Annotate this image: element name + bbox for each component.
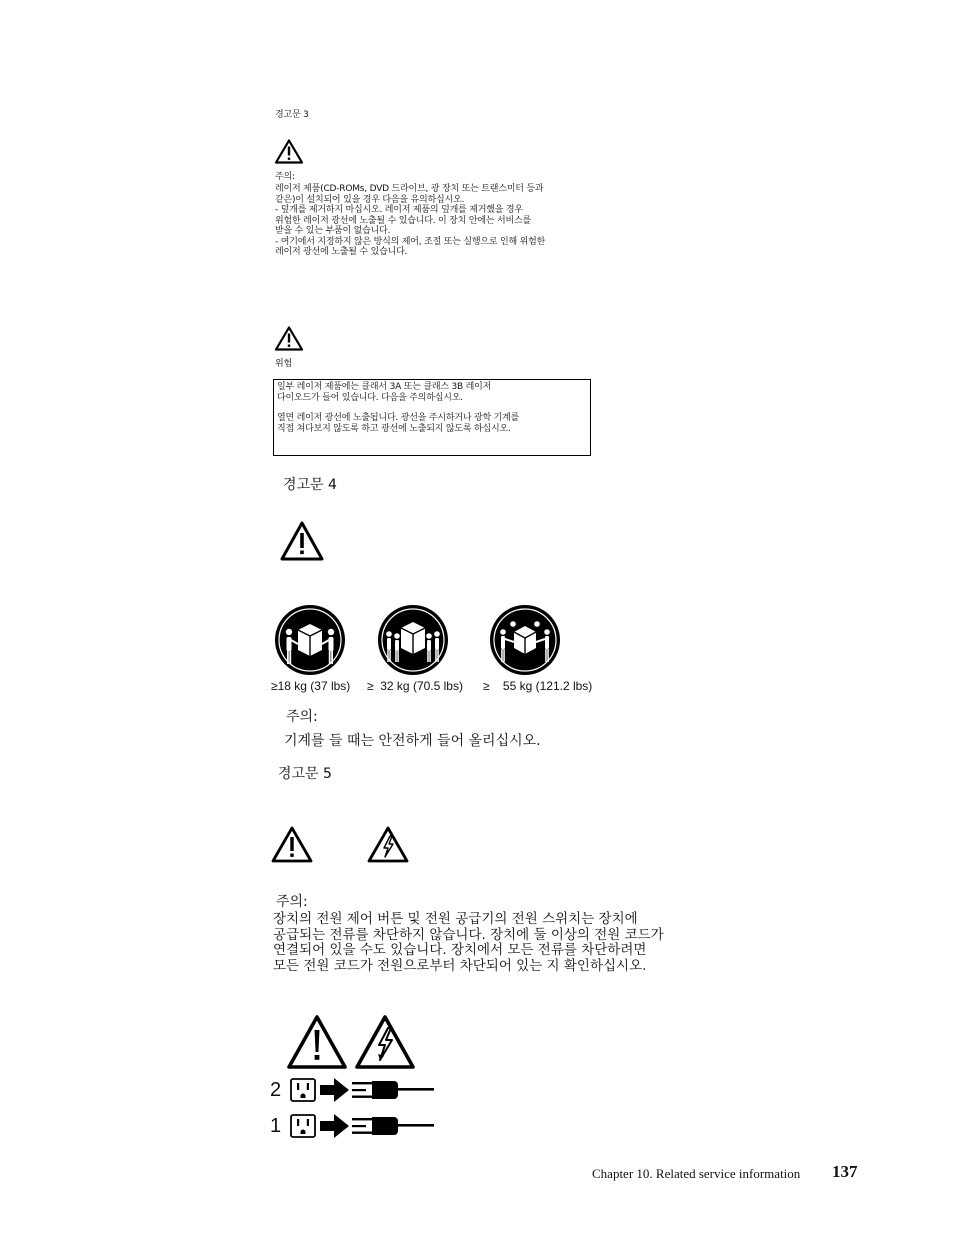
weight-label-1: ≥18 kg (37 lbs) [271,679,351,693]
lift-weight-icon [377,604,449,676]
warning-triangle-icon [275,326,303,351]
statement4-caution-label: 주의: [286,709,318,725]
power-outlet-icon [290,1114,316,1138]
arrow-right-icon [318,1113,350,1139]
statement3-danger-label: 위험 [275,359,292,369]
statement3-title: 경고문 3 [275,110,309,120]
text-line: 받을 수 있는 부품이 없습니다. [275,226,391,236]
plug-row-number-1: 1 [270,1115,282,1137]
plug-row-number-2: 2 [270,1079,282,1101]
text-line: 레이저 광선에 노출될 수 있습니다. [275,247,408,257]
warning-triangle-icon [271,826,313,863]
danger-notice-box [273,379,591,456]
arrow-right-icon [318,1077,350,1103]
text-line: - 여기에서 지정하지 않은 방식의 제어, 조절 또는 실행으로 인해 위험한 [275,236,546,247]
warning-triangle-icon [275,139,303,164]
electric-hazard-icon [354,1014,416,1070]
text-line: 위험한 레이저 광선에 노출될 수 있습니다. 이 장치 안에는 서비스를 [275,215,531,226]
text-line: 레이저 제품(CD-ROMs, DVD 드라이브, 광 장치 또는 트랜스미터 등과 [275,184,544,194]
text-line: 같은)이 설치되어 있을 경우 다음을 유의하십시오. [275,194,465,205]
weight-label-2: ≥ 32 kg (70.5 lbs) [367,679,463,693]
danger-box-paragraph-2: 열면 레이저 광선에 노출됩니다. 광선을 주시하거나 광학 기계를 직접 쳐다보지 않도록 하고 광선에 노출되지 않도록 하십시오. [277,413,520,434]
text-line: 연결되어 있을 수도 있습니다. 장치에서 모든 전류를 차단하려면 [273,942,647,958]
page-number: 137 [832,1162,858,1181]
text-line: 공급되는 전류를 차단하지 않습니다. 장치에 둘 이상의 전원 코드가 [273,926,664,943]
power-outlet-icon [290,1078,316,1102]
warning-triangle-icon [280,521,324,561]
statement3-caution-text [275,184,545,258]
text-line: - 덮개를 제거하지 마십시오. 레이저 제품의 덮개를 제거했을 경우 [275,205,523,215]
lift-weight-icon [274,604,346,676]
weight-label-3: ≥ 55 kg (121.2 lbs) [483,679,593,693]
lift-weight-icon [489,604,561,676]
footer-chapter-title: Chapter 10. Related service information [592,1166,801,1181]
electric-hazard-icon [367,826,409,863]
warning-triangle-icon [286,1014,348,1070]
danger-box-paragraph-1: 일부 레이저 제품에는 클래서 3A 또는 클래스 3B 레이저 다이오드가 들어 있습니다. 다음을 주의하십시오. [277,382,492,403]
power-plug-icon [352,1079,434,1101]
text-line: 모든 전원 코드가 전원으로부터 차단되어 있는 지 확인하십시오. [273,957,647,974]
statement3-caution-label: 주의: [275,172,295,182]
power-plug-icon [352,1115,434,1137]
statement5-caution-text [273,912,664,974]
statement4-caution-text: 기계를 들 때는 안전하게 들어 올리십시오. [284,733,541,749]
statement5-caution-label: 주의: [276,894,308,910]
text-line: 장치의 전원 제어 버튼 및 전원 공급기의 전원 스위치는 장치에 [273,911,638,927]
statement5-title: 경고문 5 [278,766,332,782]
statement4-title: 경고문 4 [283,477,337,493]
